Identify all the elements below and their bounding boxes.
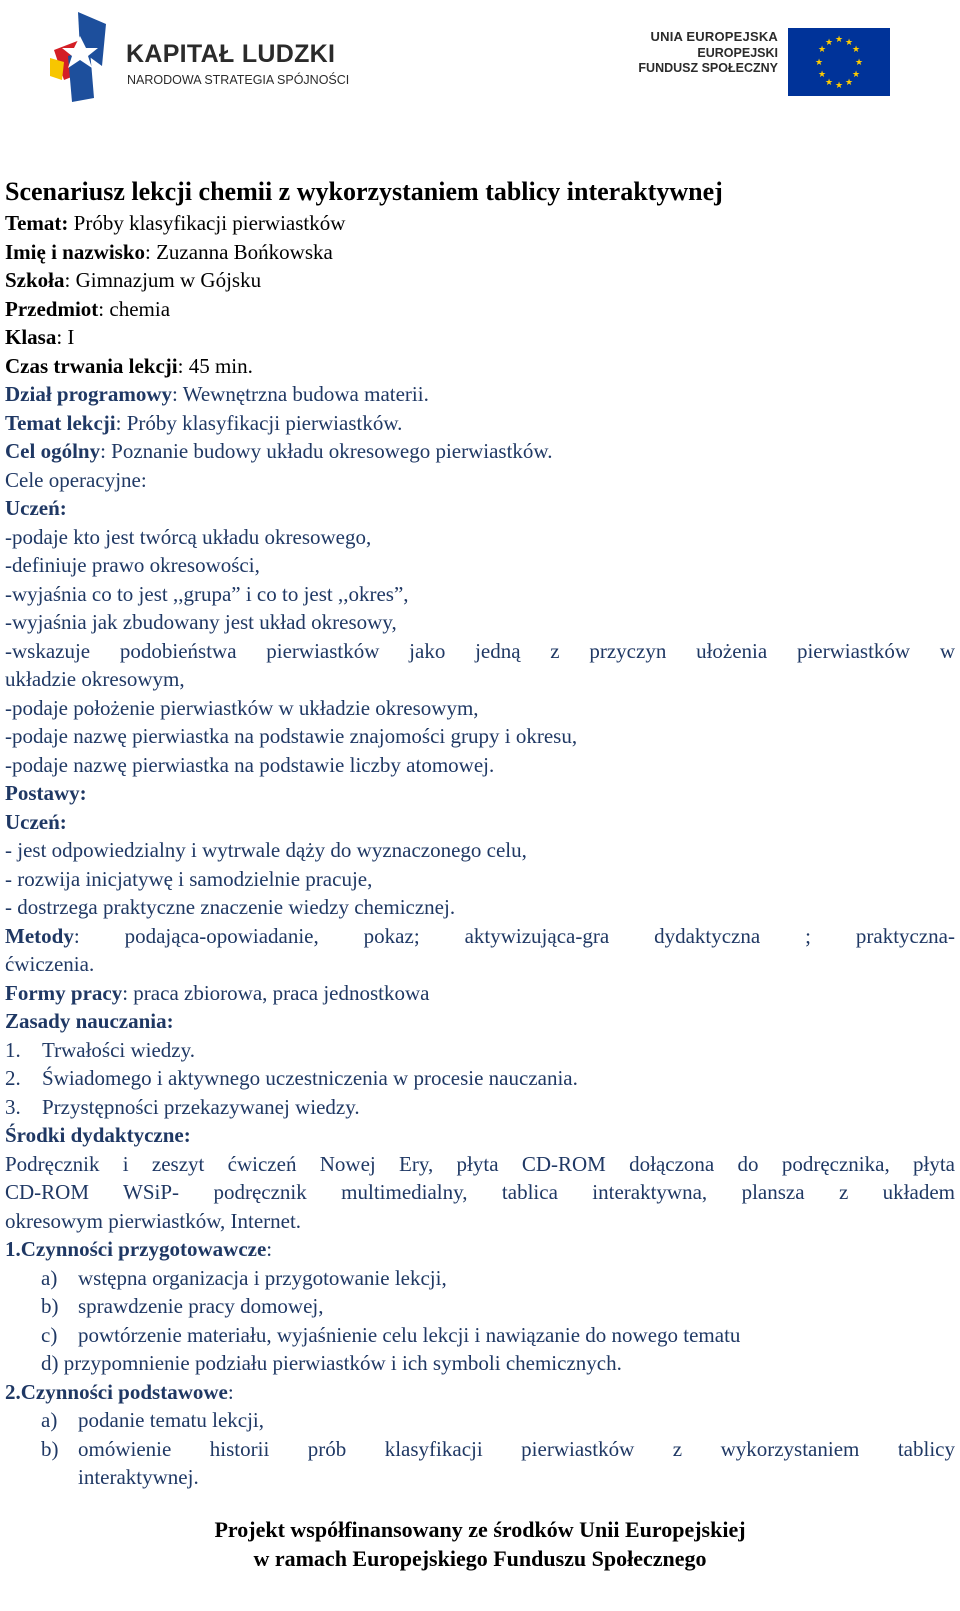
dzial-row <box>5 380 955 409</box>
svg-text:★: ★ <box>844 78 854 88</box>
principle-text: Przystępności przekazywanej wiedzy. <box>42 1094 360 1119</box>
page-footer <box>0 1515 960 1573</box>
czynnosci-przygotowawcze-heading <box>5 1235 955 1264</box>
temat-label: Temat: <box>5 211 69 235</box>
operational-goal: -definiuje prawo okresowości, <box>5 553 260 577</box>
item-letter: c) <box>41 1322 58 1347</box>
operational-goal: -podaje nazwę pierwiastka na podstawie znajomości grupy i okresu, <box>5 724 578 748</box>
attitude-item: - dostrzega praktyczne znaczenie wiedzy chemicznej. <box>5 895 456 919</box>
footer-line-2: w ramach Europejskiego Funduszu Społecznego <box>253 1546 707 1571</box>
document-title: Scenariusz lekcji chemii z wykorzystaniem tablicy interaktywnej <box>5 177 723 206</box>
postawy-heading: Postawy: <box>5 781 87 805</box>
principle-number: 3. <box>5 1094 21 1119</box>
metody-row <box>5 922 955 951</box>
eu-flag-icon <box>788 28 890 96</box>
eu-line-1: UNIA EUROPEJSKA <box>650 29 778 44</box>
imie-value: : Zuzanna Bońkowska <box>145 239 333 264</box>
temat-value: Próby klasyfikacji pierwiastków <box>68 211 346 235</box>
metody-value: : podająca-opowiadanie, pokaz; aktywizująca-gra dydaktyczna ; praktyczna- <box>73 923 955 948</box>
operational-goal-continued: układzie okresowym, <box>5 667 185 691</box>
kapital-ludzki-emblem-icon <box>50 10 110 105</box>
cel-value: : Poznanie budowy układu okresowego pierwiastków. <box>100 439 553 463</box>
formy-row <box>5 979 955 1008</box>
operational-goal: -podaje kto jest twórcą układu okresowego, <box>5 524 372 549</box>
srodki-text: CD-ROM WSiP- podręcznik multimedialny, tablica interaktywna, plansza z układem <box>5 1180 955 1204</box>
zasady-heading: Zasady nauczania: <box>5 1009 174 1033</box>
item-text: powtórzenie materiału, wyjaśnienie celu lekcji i nawiązanie do nowego tematu <box>78 1322 741 1347</box>
colon: : <box>266 1237 273 1261</box>
przedmiot-label: Przedmiot <box>5 296 99 321</box>
svg-text:★: ★ <box>834 81 844 91</box>
dzial-label: Dział programowy <box>5 382 173 406</box>
imie-row <box>5 238 955 267</box>
szkola-row <box>5 266 955 295</box>
svg-text:★: ★ <box>844 38 854 48</box>
preparation-item <box>5 1321 955 1350</box>
klasa-row <box>5 323 955 352</box>
principle-item <box>5 1064 955 1093</box>
svg-text:★: ★ <box>851 45 861 55</box>
item-text: wstępna organizacja i przygotowanie lekcji, <box>78 1265 447 1290</box>
item-text: podanie tematu lekcji, <box>78 1408 265 1432</box>
principle-item <box>5 1093 955 1122</box>
operational-goal: -podaje położenie pierwiastków w układzie okresowym, <box>5 695 479 720</box>
operational-goal: -wyjaśnia jak zbudowany jest układ okresowy, <box>5 610 397 634</box>
cele-operacyjne-heading: Cele operacyjne: <box>5 467 147 492</box>
svg-text:★: ★ <box>814 58 824 68</box>
eu-line-2: EUROPEJSKI <box>697 46 778 60</box>
srodki-heading: Środki dydaktyczne: <box>5 1123 191 1147</box>
preparation-item <box>5 1292 955 1321</box>
imie-label: Imię i nazwisko <box>5 239 146 264</box>
czynnosci-przygotowawcze-label: 1.Czynności przygotowawcze <box>5 1237 267 1261</box>
footer-line-1: Projekt współfinansowany ze środków Unii Europejskiej <box>214 1517 746 1542</box>
svg-text:★: ★ <box>824 78 834 88</box>
szkola-value: : Gimnazjum w Gójsku <box>64 268 262 292</box>
czas-label: Czas trwania lekcji <box>5 353 178 378</box>
lesson-document <box>5 175 955 1492</box>
czas-value: : 45 min. <box>177 353 253 378</box>
przedmiot-value: : chemia <box>98 296 171 321</box>
basic-item <box>5 1406 955 1435</box>
item-letter: a) <box>41 1265 58 1290</box>
temat-lekcji-label: Temat lekcji <box>5 410 116 435</box>
srodki-text: Podręcznik i zeszyt ćwiczeń Nowej Ery, płyta CD-ROM dołączona do podręcznika, płyta <box>5 1151 955 1176</box>
svg-text:★: ★ <box>817 45 827 55</box>
klasa-label: Klasa <box>5 325 57 349</box>
item-text-wrap <box>78 1435 955 1492</box>
item-text: sprawdzenie pracy domowej, <box>78 1294 324 1318</box>
svg-text:★: ★ <box>834 35 844 45</box>
item-letter: b) <box>41 1436 59 1461</box>
czynnosci-podstawowe-heading <box>5 1378 955 1407</box>
dzial-value: : Wewnętrzna budowa materii. <box>172 382 429 406</box>
svg-text:★: ★ <box>851 70 861 80</box>
operational-goal: -wskazuje podobieństwa pierwiastków jako jedną z przyczyn ułożenia pierwiastków w <box>5 638 955 663</box>
item-letter: a) <box>41 1408 58 1432</box>
formy-label: Formy pracy <box>5 980 123 1005</box>
czynnosci-podstawowe-label: 2.Czynności podstawowe <box>5 1379 228 1404</box>
svg-text:★: ★ <box>824 38 834 48</box>
item-letter: b) <box>41 1294 59 1318</box>
cel-label: Cel ogólny <box>5 439 101 463</box>
temat-lekcji-value: : Próby klasyfikacji pierwiastków. <box>115 410 403 435</box>
temat-lekcji-row <box>5 409 955 438</box>
kapital-ludzki-logo <box>50 10 350 105</box>
metody-continued: ćwiczenia. <box>5 952 95 976</box>
klasa-value: : I <box>56 325 75 349</box>
principle-text: Świadomego i aktywnego uczestniczenia w procesie nauczania. <box>42 1066 578 1090</box>
operational-goal: -podaje nazwę pierwiastka na podstawie liczby atomowej. <box>5 752 495 777</box>
attitude-item: - jest odpowiedzialny i wytrwale dąży do wyznaczonego celu, <box>5 838 527 862</box>
svg-text:★: ★ <box>854 58 864 68</box>
principle-number: 1. <box>5 1037 21 1062</box>
cel-row <box>5 437 955 466</box>
szkola-label: Szkoła <box>5 268 65 292</box>
item-text-continued: interaktywnej. <box>78 1465 199 1489</box>
srodki-text: okresowym pierwiastków, Internet. <box>5 1208 302 1233</box>
uczen-heading: Uczeń: <box>5 496 67 520</box>
principle-text: Trwałości wiedzy. <box>42 1037 196 1062</box>
item-text: omówienie historii prób klasyfikacji pierwiastków z wykorzystaniem tablicy <box>78 1436 955 1461</box>
formy-value: : praca zbiorowa, praca jednostkowa <box>122 980 430 1005</box>
page-header <box>0 0 960 140</box>
basic-item <box>5 1435 955 1492</box>
metody-label: Metody <box>5 923 74 948</box>
uczen-heading: Uczeń: <box>5 809 67 834</box>
eu-logo <box>640 28 890 98</box>
czas-row <box>5 352 955 381</box>
eu-logo-text <box>638 28 778 76</box>
principle-item <box>5 1036 955 1065</box>
svg-text:★: ★ <box>817 70 827 80</box>
temat-row <box>5 209 955 238</box>
operational-goal: -wyjaśnia co to jest ,,grupa” i co to jest ,,okres”, <box>5 581 409 606</box>
attitude-item: - rozwija inicjatywę i samodzielnie pracuje, <box>5 866 373 891</box>
przedmiot-row <box>5 295 955 324</box>
eu-line-3: FUNDUSZ SPOŁECZNY <box>638 61 778 75</box>
colon: : <box>227 1379 234 1404</box>
kapital-ludzki-subtitle: NARODOWA STRATEGIA SPÓJNOŚCI <box>127 73 350 87</box>
preparation-item: d) przypomnienie podziału pierwiastków i ich symboli chemicznych. <box>41 1351 622 1375</box>
preparation-item <box>5 1264 955 1293</box>
principle-number: 2. <box>5 1066 21 1090</box>
kapital-ludzki-title: KAPITAŁ LUDZKI <box>126 40 336 68</box>
